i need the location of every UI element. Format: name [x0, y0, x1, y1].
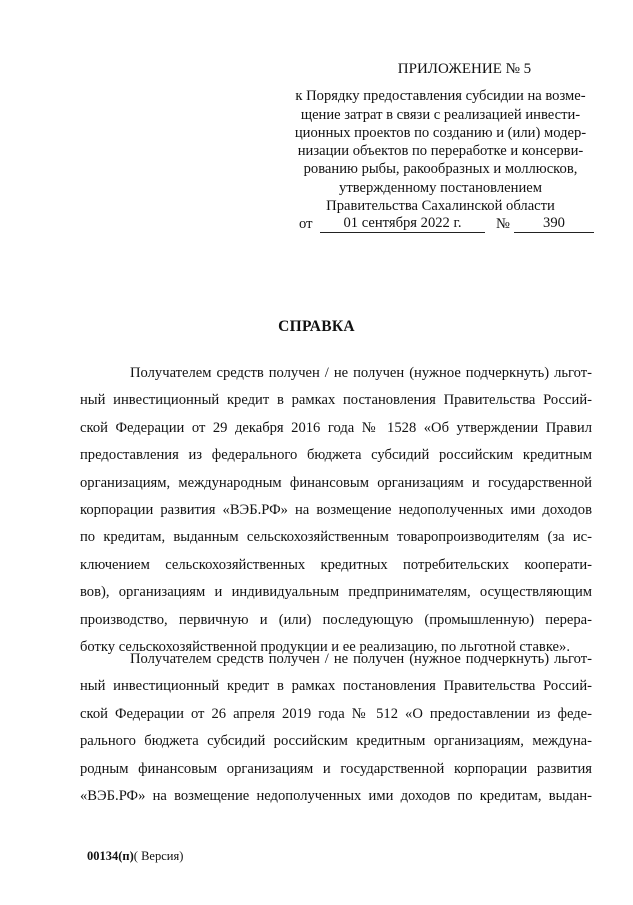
- paragraph-line: ключением сельскохозяйственных кредитных потребительских кооперати-: [80, 556, 592, 573]
- paragraph-line: «ВЭБ.РФ» на возмещение недополученных ими доходов по кредитам, выдан-: [80, 788, 592, 805]
- appendix-line: утвержденному постановлением: [339, 179, 542, 196]
- paragraph-line: производство, первичную и (или) последующую (промышленную) перера-: [80, 611, 592, 628]
- appendix-line: рованию рыбы, ракообразных и моллюсков,: [303, 161, 578, 178]
- appendix-line: к Порядку предоставления субсидии на возме-: [295, 88, 586, 105]
- footer: [87, 849, 183, 864]
- paragraph-line: ботку сельскохозяйственной продукции и ее реализацию, по льготной ставке».: [80, 639, 570, 656]
- appendix-block: [288, 60, 593, 235]
- appendix-title: ПРИЛОЖЕНИЕ № 5: [397, 61, 532, 77]
- appendix-date-row: [288, 215, 593, 235]
- paragraph-line: родным финансовым организациям и государственной корпорации развития: [80, 760, 592, 777]
- appendix-line: ционных проектов по созданию и (или) модер-: [294, 124, 587, 141]
- paragraph-line: ный инвестиционный кредит в рамках постановления Правительства Россий-: [80, 392, 592, 409]
- paragraph-line: вов), организациям и индивидуальным предпринимателям, осуществляющим: [80, 584, 592, 601]
- paragraph-line: рального бюджета субсидий российским кредитным организациям, междуна-: [80, 733, 592, 750]
- appendix-line: Правительства Сахалинской области: [326, 198, 555, 215]
- paragraph-line: ской Федерации от 29 декабря 2016 года № 1528 «Об утверждении Правил: [80, 419, 592, 436]
- paragraph-1: [80, 360, 592, 661]
- paragraph-line: по кредитам, выданным сельскохозяйственным товаропроизводителям (за ис-: [80, 529, 592, 546]
- resolution-date: 01 сентября 2022 г.: [320, 215, 485, 233]
- paragraph-line: организациям, международным финансовым организациям и государственной: [80, 474, 592, 491]
- paragraph-line: Получателем средств получен / не получен (нужное подчеркнуть) льгот-: [130, 651, 592, 667]
- paragraph-line: Получателем средств получен / не получен (нужное подчеркнуть) льгот-: [130, 365, 592, 381]
- paragraph-line: предоставления из федерального бюджета субсидий российским кредитным: [80, 447, 592, 464]
- date-prefix: от: [299, 216, 313, 233]
- paragraph-2: [80, 646, 592, 810]
- document-title: СПРАВКА: [278, 318, 355, 335]
- paragraph-line: корпорации развития «ВЭБ.РФ» на возмещение недополученных ими доходов: [80, 502, 592, 519]
- document-code: 00134(п): [87, 849, 134, 863]
- document-version: ( Версия): [133, 849, 184, 863]
- appendix-line: щение затрат в связи с реализацией инвести-: [300, 106, 581, 123]
- paragraph-line: ный инвестиционный кредит в рамках постановления Правительства Россий-: [80, 678, 592, 695]
- appendix-line: низации объектов по переработке и консерви-: [297, 143, 584, 160]
- resolution-number: 390: [514, 215, 594, 233]
- paragraph-line: ской Федерации от 26 апреля 2019 года № 512 «О предоставлении из феде-: [80, 705, 592, 722]
- number-sign: №: [496, 216, 510, 233]
